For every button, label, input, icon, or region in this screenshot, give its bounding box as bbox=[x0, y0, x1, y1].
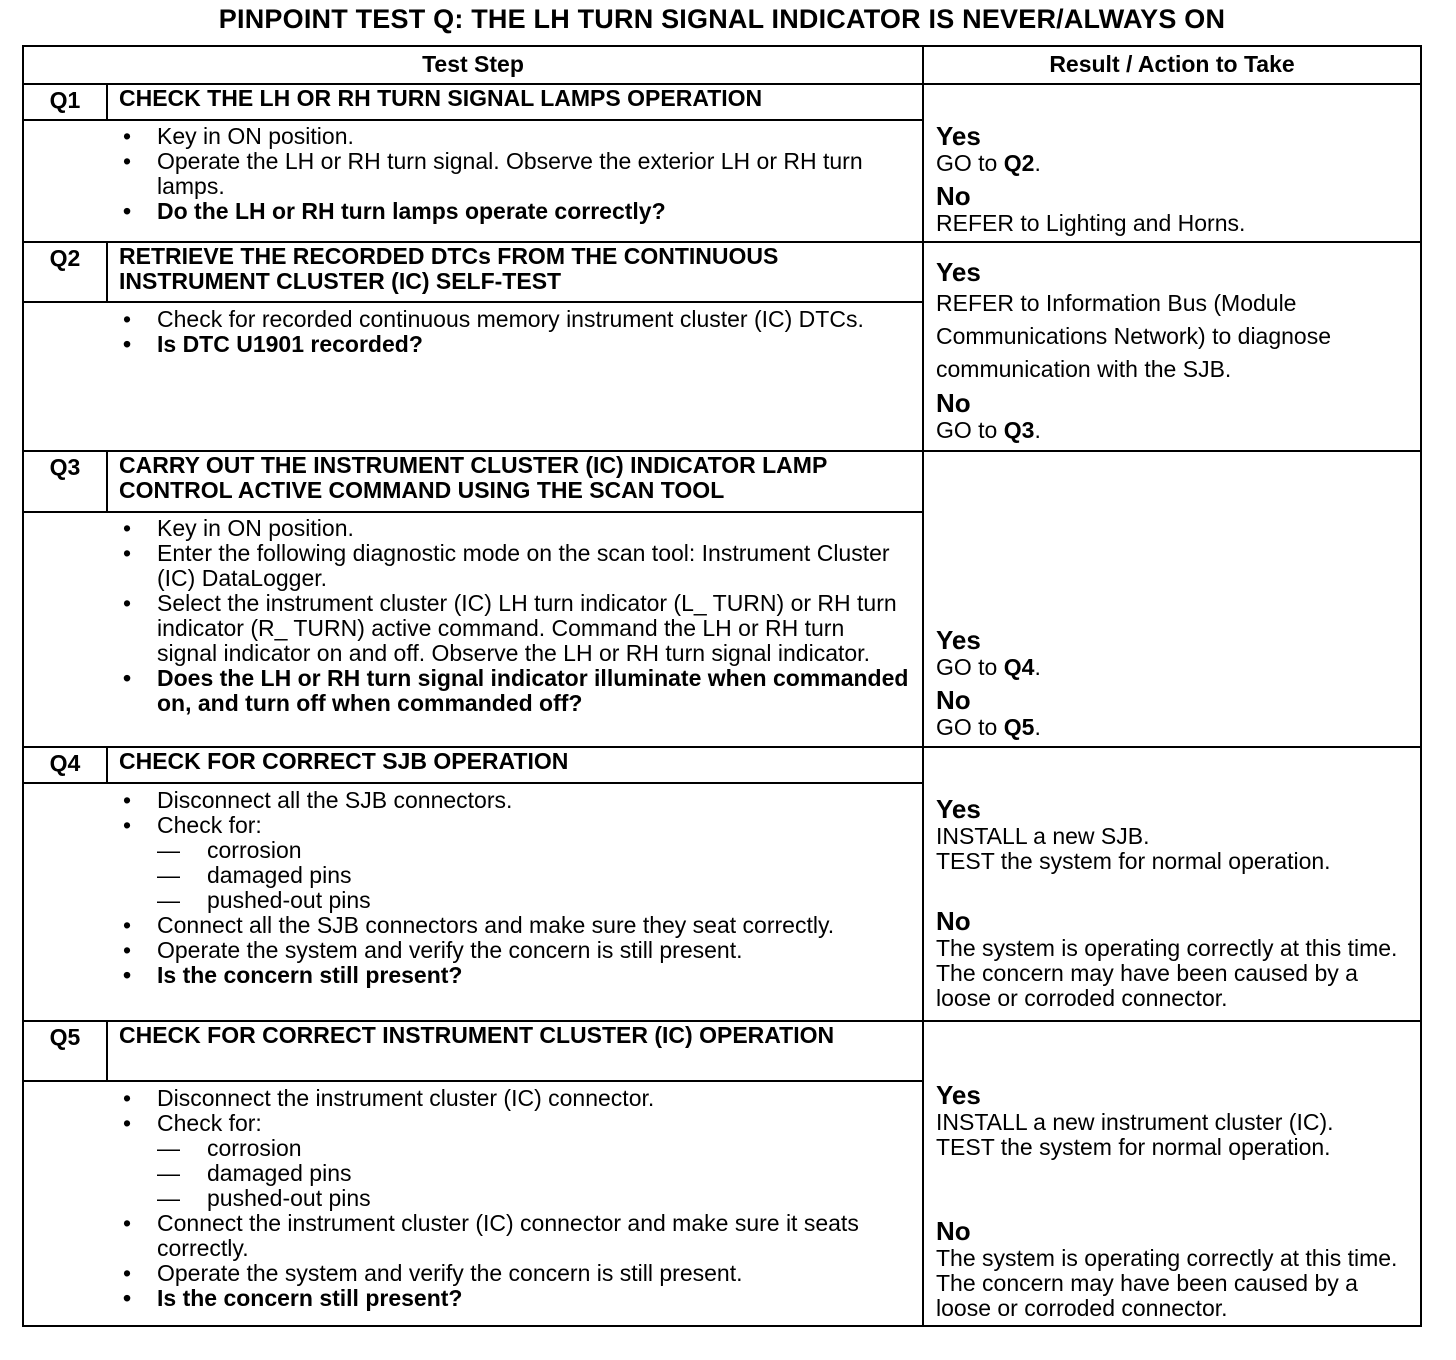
check-item: — corrosion bbox=[119, 1136, 909, 1161]
no-action: GO to Q5. bbox=[936, 714, 1041, 740]
list-item: • Select the instrument cluster (IC) LH turn indicator (L_ TURN) or RH turn indicator (R_ TURN) active command. Command the LH or RH turn signal indicator on and off. Observe the LH or RH turn signal indicator. bbox=[119, 591, 909, 666]
yes-label: Yes bbox=[936, 794, 981, 824]
step-body bbox=[119, 124, 909, 224]
step-link[interactable]: Q4 bbox=[1003, 654, 1035, 680]
no-label: No bbox=[936, 181, 971, 211]
no-label: No bbox=[936, 388, 971, 418]
title-divider bbox=[24, 511, 922, 513]
check-item: — corrosion bbox=[119, 838, 909, 863]
step-id: Q2 bbox=[49, 245, 81, 271]
step-id: Q1 bbox=[49, 87, 81, 113]
no-label: No bbox=[936, 685, 971, 715]
step-title: CHECK FOR CORRECT SJB OPERATION bbox=[119, 748, 569, 774]
test-step-q2 bbox=[24, 241, 1420, 452]
step-title: CHECK THE LH OR RH TURN SIGNAL LAMPS OPERATION bbox=[119, 85, 763, 111]
yes-action: TEST the system for normal operation. bbox=[936, 848, 1331, 874]
list-item: • Check for: bbox=[119, 813, 909, 838]
step-title: RETRIEVE THE RECORDED DTCs FROM THE CONTINUOUS INSTRUMENT CLUSTER (IC) SELF-TEST bbox=[119, 243, 779, 294]
step-result bbox=[936, 625, 1416, 740]
title-divider bbox=[24, 782, 922, 784]
step-title: CHECK FOR CORRECT INSTRUMENT CLUSTER (IC) OPERATION bbox=[119, 1022, 835, 1048]
step-result bbox=[936, 794, 1416, 1011]
check-item: — damaged pins bbox=[119, 1161, 909, 1186]
list-item: • Disconnect the instrument cluster (IC) connector. bbox=[119, 1086, 909, 1111]
step-title: CARRY OUT THE INSTRUMENT CLUSTER (IC) INDICATOR LAMP CONTROL ACTIVE COMMAND USING THE SCAN TOOL bbox=[119, 452, 827, 503]
step-result bbox=[936, 121, 1416, 236]
step-result bbox=[936, 257, 1416, 443]
test-step-q5 bbox=[24, 1020, 1420, 1325]
header-result-action: Result / Action to Take bbox=[1049, 51, 1295, 77]
no-action: The system is operating correctly at this time. The concern may have been caused by a loose or corroded connector. bbox=[936, 1245, 1398, 1321]
id-divider bbox=[106, 1020, 108, 1080]
list-item: • Check for recorded continuous memory instrument cluster (IC) DTCs. bbox=[119, 307, 909, 332]
no-action: The system is operating correctly at this time. The concern may have been caused by a loose or corroded connector. bbox=[936, 935, 1398, 1011]
step-body bbox=[119, 516, 909, 716]
step-id: Q5 bbox=[49, 1024, 81, 1050]
header-test-step: Test Step bbox=[422, 51, 524, 77]
list-item-question: • Is the concern still present? bbox=[119, 963, 909, 988]
list-item: • Operate the system and verify the concern is still present. bbox=[119, 1261, 909, 1286]
yes-action: GO to Q2. bbox=[936, 150, 1041, 176]
step-body bbox=[119, 788, 909, 988]
pinpoint-test-table bbox=[22, 45, 1422, 1327]
id-divider bbox=[106, 83, 108, 119]
test-step-q1 bbox=[24, 83, 1420, 243]
step-link[interactable]: Q2 bbox=[1003, 150, 1035, 176]
test-step-q4 bbox=[24, 746, 1420, 1022]
no-label: No bbox=[936, 906, 971, 936]
no-label: No bbox=[936, 1216, 971, 1246]
yes-label: Yes bbox=[936, 1080, 981, 1110]
list-item-question: • Do the LH or RH turn lamps operate correctly? bbox=[119, 199, 909, 224]
yes-action: GO to Q4. bbox=[936, 654, 1041, 680]
yes-label: Yes bbox=[936, 121, 981, 151]
title-divider bbox=[24, 119, 922, 121]
step-body bbox=[119, 1086, 909, 1311]
list-item: • Key in ON position. bbox=[119, 124, 909, 149]
yes-action: TEST the system for normal operation. bbox=[936, 1134, 1331, 1160]
check-item: — pushed-out pins bbox=[119, 888, 909, 913]
step-id: Q3 bbox=[49, 454, 81, 480]
title-divider bbox=[24, 301, 922, 303]
list-item: • Connect all the SJB connectors and make sure they seat correctly. bbox=[119, 913, 909, 938]
id-divider bbox=[106, 450, 108, 511]
page-title: PINPOINT TEST Q: THE LH TURN SIGNAL INDICATOR IS NEVER/ALWAYS ON bbox=[218, 4, 1226, 34]
title-divider bbox=[24, 1080, 922, 1082]
test-step-q3 bbox=[24, 450, 1420, 748]
id-divider bbox=[106, 241, 108, 301]
step-result bbox=[936, 1080, 1416, 1321]
yes-action: REFER to Information Bus (Module Communications Network) to diagnose communication with the SJB. bbox=[936, 290, 1332, 382]
list-item: • Operate the LH or RH turn signal. Observe the exterior LH or RH turn lamps. bbox=[119, 149, 909, 199]
yes-label: Yes bbox=[936, 625, 981, 655]
yes-action: INSTALL a new SJB. bbox=[936, 823, 1150, 849]
list-item: • Operate the system and verify the concern is still present. bbox=[119, 938, 909, 963]
step-link[interactable]: Q3 bbox=[1003, 417, 1035, 443]
step-body bbox=[119, 307, 909, 357]
list-item-question: • Is the concern still present? bbox=[119, 1286, 909, 1311]
list-item: • Key in ON position. bbox=[119, 516, 909, 541]
table-header bbox=[24, 47, 1420, 85]
check-item: — pushed-out pins bbox=[119, 1186, 909, 1211]
list-item-question: • Is DTC U1901 recorded? bbox=[119, 332, 909, 357]
list-item-question: • Does the LH or RH turn signal indicator illuminate when commanded on, and turn off when commanded off? bbox=[119, 666, 909, 716]
yes-label: Yes bbox=[936, 257, 981, 287]
step-link[interactable]: Q5 bbox=[1003, 714, 1035, 740]
list-item: • Disconnect all the SJB connectors. bbox=[119, 788, 909, 813]
list-item: • Check for: bbox=[119, 1111, 909, 1136]
list-item: • Enter the following diagnostic mode on the scan tool: Instrument Cluster (IC) DataLogger. bbox=[119, 541, 909, 591]
no-action: REFER to Lighting and Horns. bbox=[936, 210, 1246, 236]
list-item: • Connect the instrument cluster (IC) connector and make sure it seats correctly. bbox=[119, 1211, 909, 1261]
yes-action: INSTALL a new instrument cluster (IC). bbox=[936, 1109, 1334, 1135]
id-divider bbox=[106, 746, 108, 782]
no-action: GO to Q3. bbox=[936, 417, 1041, 443]
check-item: — damaged pins bbox=[119, 863, 909, 888]
step-id: Q4 bbox=[49, 750, 81, 776]
